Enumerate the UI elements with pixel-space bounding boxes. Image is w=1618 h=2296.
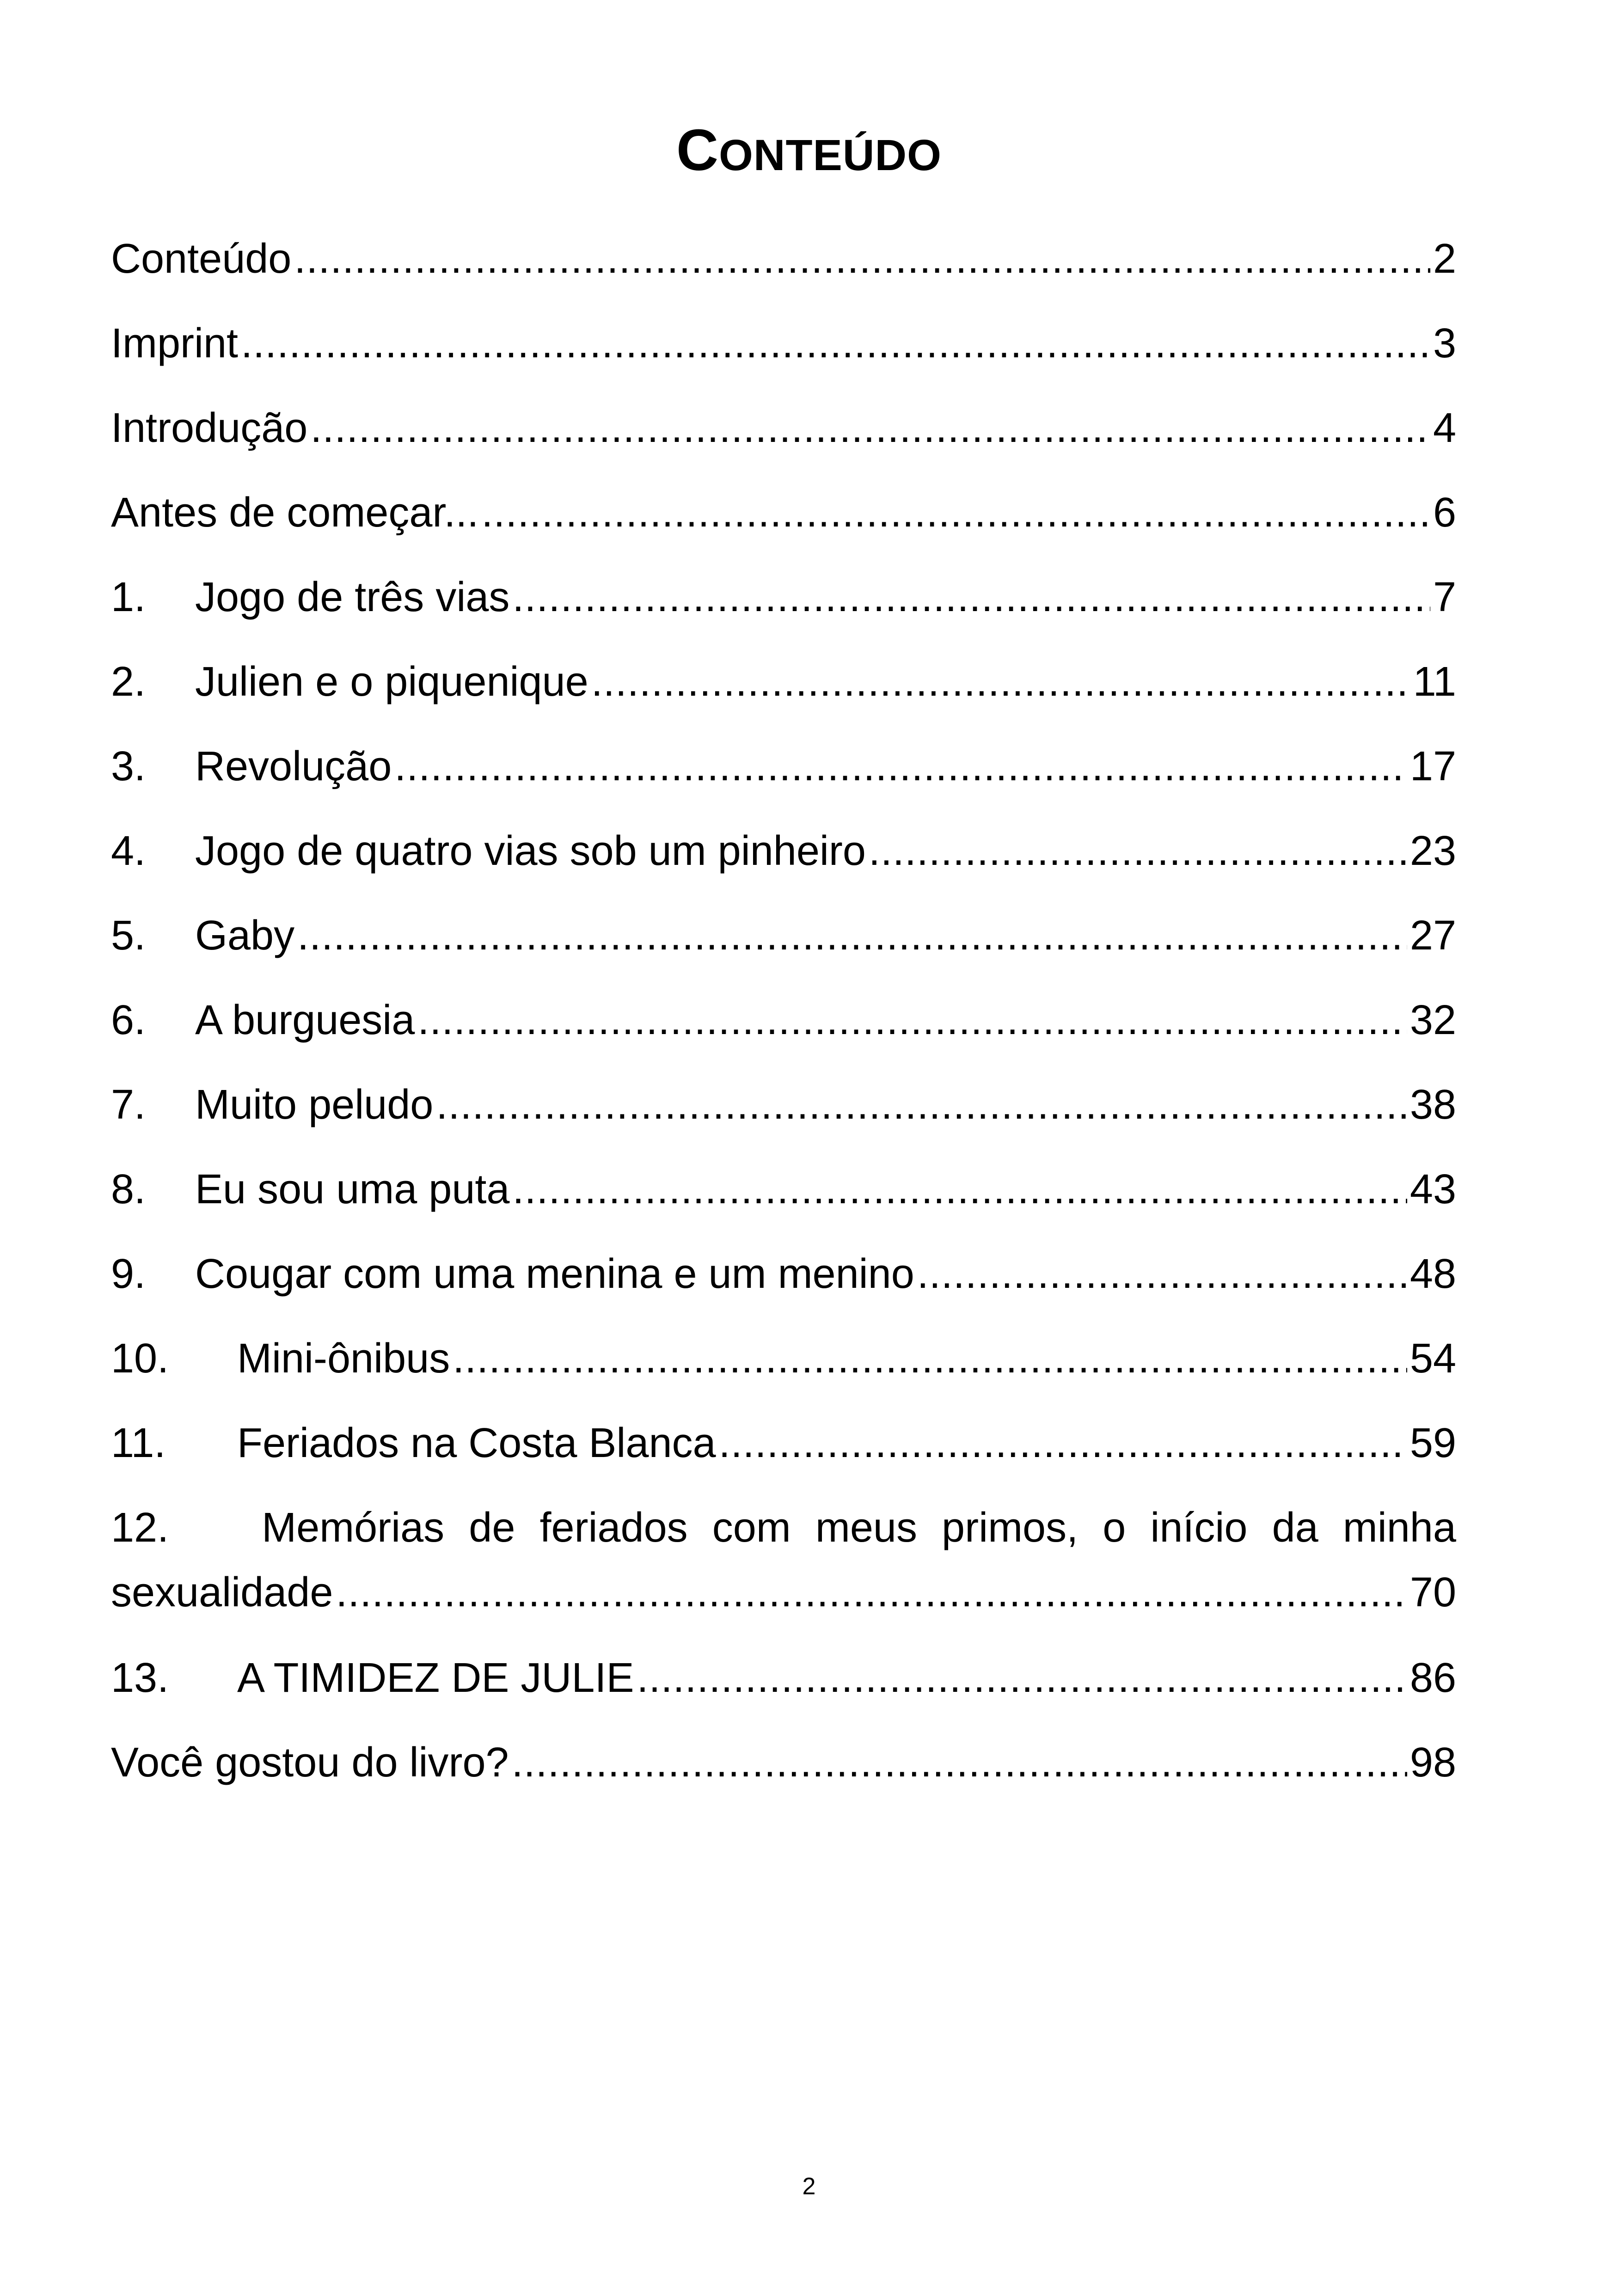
toc-entry-word: de (469, 1505, 515, 1551)
toc-entry-chapter-2[interactable] (111, 654, 1456, 710)
toc-entry-page: 6 (1433, 490, 1456, 536)
toc-entry-title: Você gostou do livro? (111, 1739, 509, 1786)
toc-entry-word: da (1272, 1505, 1318, 1551)
toc-entry-page: 54 (1410, 1335, 1456, 1382)
toc-entry-number: 10. (111, 1335, 169, 1382)
toc-entry-page: 98 (1410, 1739, 1456, 1786)
toc-entry-number: 6. (111, 997, 146, 1043)
toc-entry-title: Cougar com uma menina e um menino (195, 1251, 914, 1297)
toc-entry-title: Introdução (111, 405, 308, 451)
toc-entry-word: minha (1342, 1505, 1456, 1551)
toc-entry-title: Gaby (195, 912, 295, 959)
toc-dot-leader (294, 231, 1430, 287)
toc-entry-title: Eu sou uma puta (195, 1166, 510, 1212)
toc-entry-voce-gostou[interactable] (111, 1735, 1456, 1790)
toc-entry-page: 59 (1410, 1420, 1456, 1466)
toc-entry-title: Conteúdo (111, 236, 292, 282)
toc-dot-leader (297, 908, 1407, 963)
toc-entry-antes-de-comecar[interactable] (111, 485, 1456, 540)
toc-entry-title: Antes de começar... (111, 490, 479, 536)
toc-entry-chapter-1[interactable] (111, 569, 1456, 625)
toc-entry-page: 70 (1410, 1569, 1456, 1616)
toc-entry-title: A burguesia (195, 997, 415, 1043)
toc-dot-leader (512, 569, 1430, 625)
toc-entry-page: 3 (1433, 320, 1456, 367)
toc-dot-leader (637, 1650, 1407, 1706)
toc-entry-word: meus (815, 1505, 917, 1551)
toc-dot-leader (512, 1735, 1407, 1790)
toc-dot-leader (481, 485, 1430, 540)
toc-entry-title: A TIMIDEZ DE JULIE (237, 1655, 634, 1701)
toc-entry-chapter-5[interactable] (111, 908, 1456, 963)
toc-entry-chapter-3[interactable] (111, 739, 1456, 794)
toc-dot-leader (241, 316, 1430, 371)
page-title-rest: ONTEÚDO (719, 131, 942, 180)
toc-entry-page: 4 (1433, 405, 1456, 451)
toc-entry-page: 2 (1433, 236, 1456, 282)
toc-entry-number: 11. (111, 1420, 166, 1466)
toc-entry-page: 38 (1410, 1082, 1456, 1128)
toc-entry-number: 2. (111, 659, 146, 705)
toc-entry-number: 8. (111, 1166, 146, 1212)
toc-entry-chapter-6[interactable] (111, 992, 1456, 1048)
toc-entry-chapter-4[interactable] (111, 823, 1456, 879)
toc-entry-title: Muito peludo (195, 1082, 434, 1128)
toc-entry-number: 13. (111, 1655, 169, 1701)
toc-entry-word: com (712, 1505, 791, 1551)
toc-entry-title: Jogo de três vias (195, 574, 510, 620)
toc-entry-word: primos, (942, 1505, 1079, 1551)
toc-entry-page: 17 (1410, 743, 1456, 790)
toc-entry-word: o (1103, 1505, 1126, 1551)
toc-entry-page: 7 (1433, 574, 1456, 620)
toc-entry-page: 32 (1410, 997, 1456, 1043)
toc-entry-number: 7. (111, 1082, 146, 1128)
toc-entry-title: Julien e o piquenique (195, 659, 588, 705)
toc-entry-number: 12. (111, 1505, 169, 1551)
toc-entry-conteudo[interactable] (111, 231, 1456, 287)
toc-dot-leader (336, 1565, 1407, 1620)
toc-dot-leader (591, 654, 1410, 710)
toc-dot-leader (436, 1077, 1407, 1133)
toc-entry-number: 9. (111, 1251, 146, 1297)
toc-entry-page: 43 (1410, 1166, 1456, 1212)
toc-entry-number: 5. (111, 912, 146, 959)
toc-dot-leader (417, 992, 1407, 1048)
toc-entry-title-continuation: sexualidade (111, 1569, 333, 1616)
toc-entry-title: Mini-ônibus (237, 1335, 450, 1382)
toc-entry-page: 27 (1410, 912, 1456, 959)
toc-entry-number: 1. (111, 574, 146, 620)
toc-entry-page: 48 (1410, 1251, 1456, 1297)
toc-entry-chapter-7[interactable] (111, 1077, 1456, 1133)
toc-entry-title: Imprint (111, 320, 239, 367)
toc-entry-page: 86 (1410, 1655, 1456, 1701)
toc-dot-leader (512, 1162, 1407, 1217)
toc-entry-imprint[interactable] (111, 316, 1456, 371)
toc-dot-leader (917, 1246, 1407, 1302)
toc-entry-chapter-8[interactable] (111, 1162, 1456, 1217)
toc-entry-title: Feriados na Costa Blanca (237, 1420, 716, 1466)
toc-entry-chapter-12[interactable] (111, 1500, 1456, 1620)
toc-entry-introducao[interactable] (111, 400, 1456, 456)
toc-dot-leader (719, 1415, 1407, 1471)
page-number: 2 (802, 2173, 816, 2200)
toc-entry-page: 11 (1413, 659, 1456, 705)
toc-entry-chapter-11[interactable] (111, 1415, 1456, 1471)
toc-dot-leader (869, 823, 1407, 879)
toc-entry-number: 4. (111, 828, 146, 874)
toc-dot-leader (394, 739, 1407, 794)
toc-entry-justified-line (111, 1500, 1456, 1555)
toc-entry-number: 3. (111, 743, 146, 790)
toc-entry-chapter-10[interactable] (111, 1331, 1456, 1386)
toc-entry-title: Jogo de quatro vias sob um pinheiro (195, 828, 866, 874)
toc-dot-leader (453, 1331, 1407, 1386)
toc-entry-chapter-13[interactable] (111, 1650, 1456, 1706)
toc-entry-word: início (1150, 1505, 1248, 1551)
toc-entry-title: Revolução (195, 743, 392, 790)
page-title (0, 116, 1618, 190)
page-title-initial: C (676, 117, 719, 183)
toc-entry-page: 23 (1410, 828, 1456, 874)
toc-dot-leader (310, 400, 1430, 456)
toc-entry-word: feriados (539, 1505, 688, 1551)
toc-entry-chapter-9[interactable] (111, 1246, 1456, 1302)
toc-entry-word: Memórias (262, 1505, 445, 1551)
